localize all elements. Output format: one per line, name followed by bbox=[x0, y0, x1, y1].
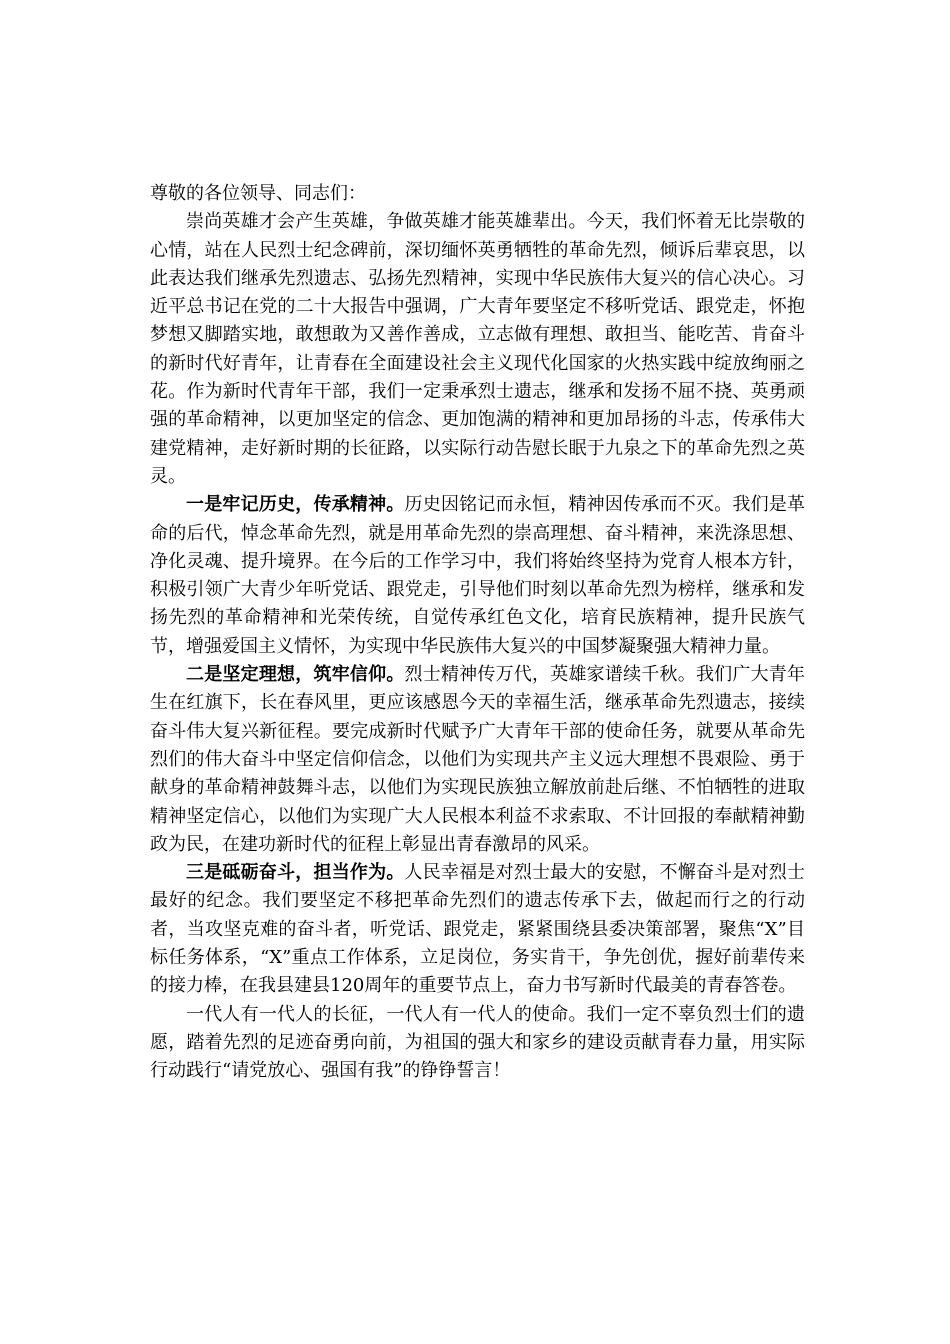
paragraph-lead: 一是牢记历史，传承精神。 bbox=[186, 494, 405, 516]
paragraph-text: 历史因铭记而永恒，精神因传承而不灭。我们是革命的后代，悼念革命先烈，就是用革命先烈的崇高理想、奋斗精神，来洗涤思想、净化灵魂、提升境界。在今后的工作学习中，我们将始终坚持为党育人根本方针，积极引领广大青少年听党话、跟党走，引导他们时刻以革命先烈为榜样，继承和发扬先烈的革命精神和光荣传统，自觉传承红色文化，培育民族精神，提升民族气节，增强爱国主义情怀，为实现中华民族伟大复兴的中国梦凝聚强大精神力量。 bbox=[150, 494, 805, 657]
paragraph-point-three bbox=[150, 859, 805, 1000]
paragraph-text: 一代人有一代人的长征，一代人有一代人的使命。我们一定不辜负烈士们的遗愿，踏着先烈的足迹奋勇向前，为祖国的强大和家乡的建设贡献青春力量，用实际行动践行“请党放心、强国有我”的铮铮誓言！ bbox=[150, 1003, 805, 1082]
paragraph-lead: 二是坚定理想，筑牢信仰。 bbox=[186, 664, 405, 686]
paragraph-text: 人民幸福是对烈士最大的安慰，不懈奋斗是对烈士最好的纪念。我们要坚定不移把革命先烈们的遗志传承下去，做起而行之的行动者，当攻坚克难的奋斗者，听党话、跟党走，紧紧围绕县委决策部署，聚焦“X”目标任务体系，“X”重点工作体系，立足岗位，务实肯干，争先创优，握好前辈传来的接力棒，在我县建县120周年的重要节点上，奋力书写新时代最美的青春答卷。 bbox=[150, 862, 805, 997]
paragraph-opening bbox=[150, 208, 805, 491]
paragraph-closing bbox=[150, 1001, 805, 1086]
paragraph-point-two bbox=[150, 661, 805, 859]
paragraph-lead: 三是砥砺奋斗，担当作为。 bbox=[186, 862, 405, 884]
salutation: 尊敬的各位领导、同志们： bbox=[150, 183, 366, 204]
speech-body bbox=[150, 180, 805, 1086]
paragraph-text: 烈士精神传万代，英雄家谱续千秋。我们广大青年生在红旗下，长在春风里，更应该感恩今天的幸福生活，继承革命先烈遗志，接续奋斗伟大复兴新征程。要完成新时代赋予广大青年干部的使命任务，就要从革命先烈们的伟大奋斗中坚定信仰信念，以他们为实现共产主义远大理想不畏艰险、勇于献身的革命精神鼓舞斗志，以他们为实现民族独立解放前赴后继、不怕牺牲的进取精神坚定信心，以他们为实现广大人民根本利益不求索取、不计回报的奉献精神勤政为民，在建功新时代的征程上彰显出青春激昂的风采。 bbox=[150, 664, 805, 855]
paragraph-text: 崇尚英雄才会产生英雄，争做英雄才能英雄辈出。今天，我们怀着无比崇敬的心情，站在人民烈士纪念碑前，深切缅怀英勇牺牲的革命先烈，倾诉后辈哀思，以此表达我们继承先烈遗志、弘扬先烈精神，实现中华民族伟大复兴的信心决心。习近平总书记在党的二十大报告中强调，广大青年要坚定不移听党话、跟党走，怀抱梦想又脚踏实地，敢想敢为又善作善成，立志做有理想、敢担当、能吃苦、肯奋斗的新时代好青年，让青春在全面建设社会主义现代化国家的火热实践中绽放绚丽之花。作为新时代青年干部，我们一定秉承烈士遗志，继承和发扬不屈不挠、英勇顽强的革命精神，以更加坚定的信念、更加饱满的精神和更加昂扬的斗志，传承伟大建党精神，走好新时期的长征路，以实际行动告慰长眠于九泉之下的革命先烈之英灵。 bbox=[150, 211, 805, 487]
paragraph-point-one bbox=[150, 491, 805, 661]
